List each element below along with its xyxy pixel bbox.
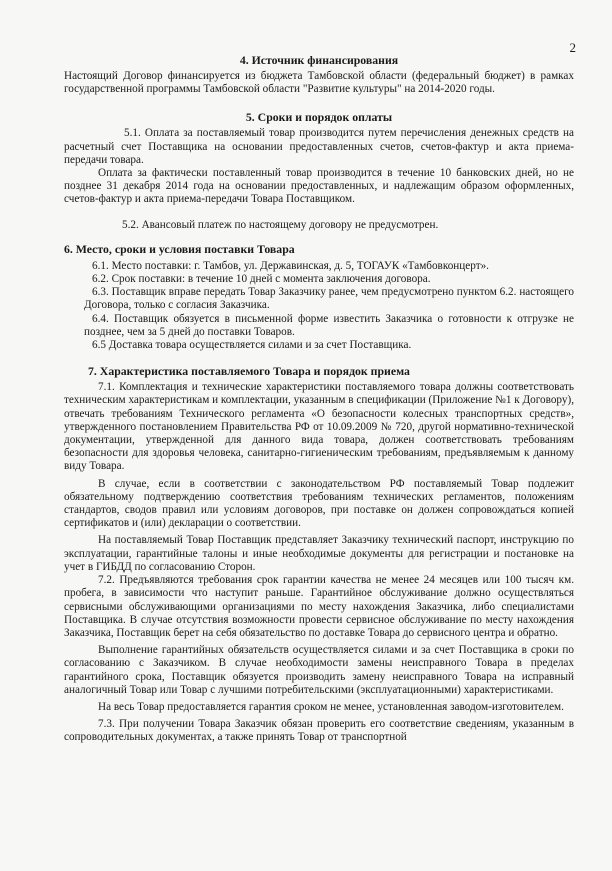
section-6-item: 6.4. Поставщик обязуется в письменной форме известить Заказчика о готовности к отгрузке не позднее, чем за 5 дней до поставки Товаров. (84, 312, 574, 338)
section-7-title: 7. Характеристика поставляемого Товара и порядок приема (88, 364, 410, 379)
section-6-item: 6.2. Срок поставки: в течение 10 дней с момента заключения договора. (92, 273, 431, 286)
section-4-text: Настоящий Договор финансируется из бюджета Тамбовской области (федеральный бюджет) в рамках государственной программы Тамбовской области "Развитие культуры" на 2014-2020 годы. (64, 70, 574, 96)
section-7-paragraph: 7.3. При получении Товара Заказчик обязан проверить его соответствие сведениям, указанным в сопроводительных документах, а также принять Товар от транспортной (64, 718, 574, 744)
section-6-item: 6.3. Поставщик вправе передать Товар Заказчику ранее, чем предусмотрено пунктом 6.2. настоящего Договора, только с согласия Заказчика. (84, 286, 574, 312)
section-6-item: 6.1. Место поставки: г. Тамбов, ул. Державинская, д. 5, ТОГАУК «Тамбовконцерт». (92, 259, 489, 272)
section-7-paragraph: На поставляемый Товар Поставщик представляет Заказчику технический паспорт, инструкцию по эксплуатации, гарантийные талоны и иные необходимые документы для регистрации и постановке на учет в ГИБДД по согласованию Сторон. (64, 534, 574, 573)
section-7-paragraph: В случае, если в соответствии с законодательством РФ поставляемый Товар подлежит обязательному подтверждению соответствия требованиям технических регламентов, положениям стандартов, сводов правил или условиям договоров, при поставке он должен сопровождаться копией сертификатов и (или) декларации о соответствии. (64, 477, 574, 530)
section-7-paragraph: 7.2. Предъявляются требования срок гарантии качества не менее 24 месяцев или 100 тысяч км. пробега, в зависимости что наступит раньше. Гарантийное обслуживание должно осуществляться сервисными обслуживающими организациями по месту нахождения Заказчика, либо специалистами Поставщика. В случае отсутствия возможности провести сервисное обслуживание по месту нахождения Заказчика, Поставщик берет на себя обязательство по доставке Товара до сервисного центра и обратно. (64, 574, 574, 639)
section-6-item: 6.5 Доставка товара осуществляется силами и за счет Поставщика. (92, 339, 412, 352)
page-number: 2 (569, 40, 576, 55)
section-5-title: 5. Сроки и порядок оплаты (245, 110, 393, 125)
section-5-paragraph: 5.2. Авансовый платеж по настоящему договору не предусмотрен. (122, 218, 439, 231)
section-5-paragraph: 5.1. Оплата за поставляемый товар производится путем перечисления денежных средств на расчетный счет Поставщика на основании предоставленных счетов, счетов-фактур и акта приема-передачи товара. (64, 127, 574, 166)
section-6-list (64, 260, 574, 352)
document-body (64, 53, 574, 745)
section-6-title: 6. Место, сроки и условия поставки Товара (64, 241, 295, 256)
section-7-paragraph: 7.1. Комплектация и технические характеристики поставляемого товара должны соответствовать техническим характеристикам и комплектации, указанным в спецификации (Приложение №1 к Договору), отвечать требованиям Технического регламента «О безопасности колесных транспортных средств», утвержденного постановлением Правительства РФ от 10.09.2009 № 720, другой нормативно-технической документации, утвержденной для данного вида товара, должен соответствовать требованиям безопасности для здоровья человека, санитарно-гигиеническим требованиям, предъявляемым к данному виду Товара. (64, 381, 574, 473)
section-5-paragraph: Оплата за фактически поставленный товар производится в течение 10 банковских дней, но не позднее 31 декабря 2014 года на основании предоставленных, и надлежащим образом оформленных, счетов-фактур и акта приема-передачи Товара Поставщиком. (64, 167, 574, 206)
section-4-title: 4. Источник финансирования (239, 53, 399, 67)
section-7-paragraph: На весь Товар предоставляется гарантия сроком не менее, установленная заводом-изготовителем. (98, 700, 564, 713)
section-7-paragraph: Выполнение гарантийных обязательств осуществляется силами и за счет Поставщика в сроки по согласованию с Заказчиком. В случае необходимости замены неисправного Товара в пределах гарантийного срока, Поставщик обязуется производить замену неисправного Товара на исправный аналогичный Товар или Товар с лучшими потребительскими (эксплуатационными) характеристиками. (64, 644, 574, 696)
